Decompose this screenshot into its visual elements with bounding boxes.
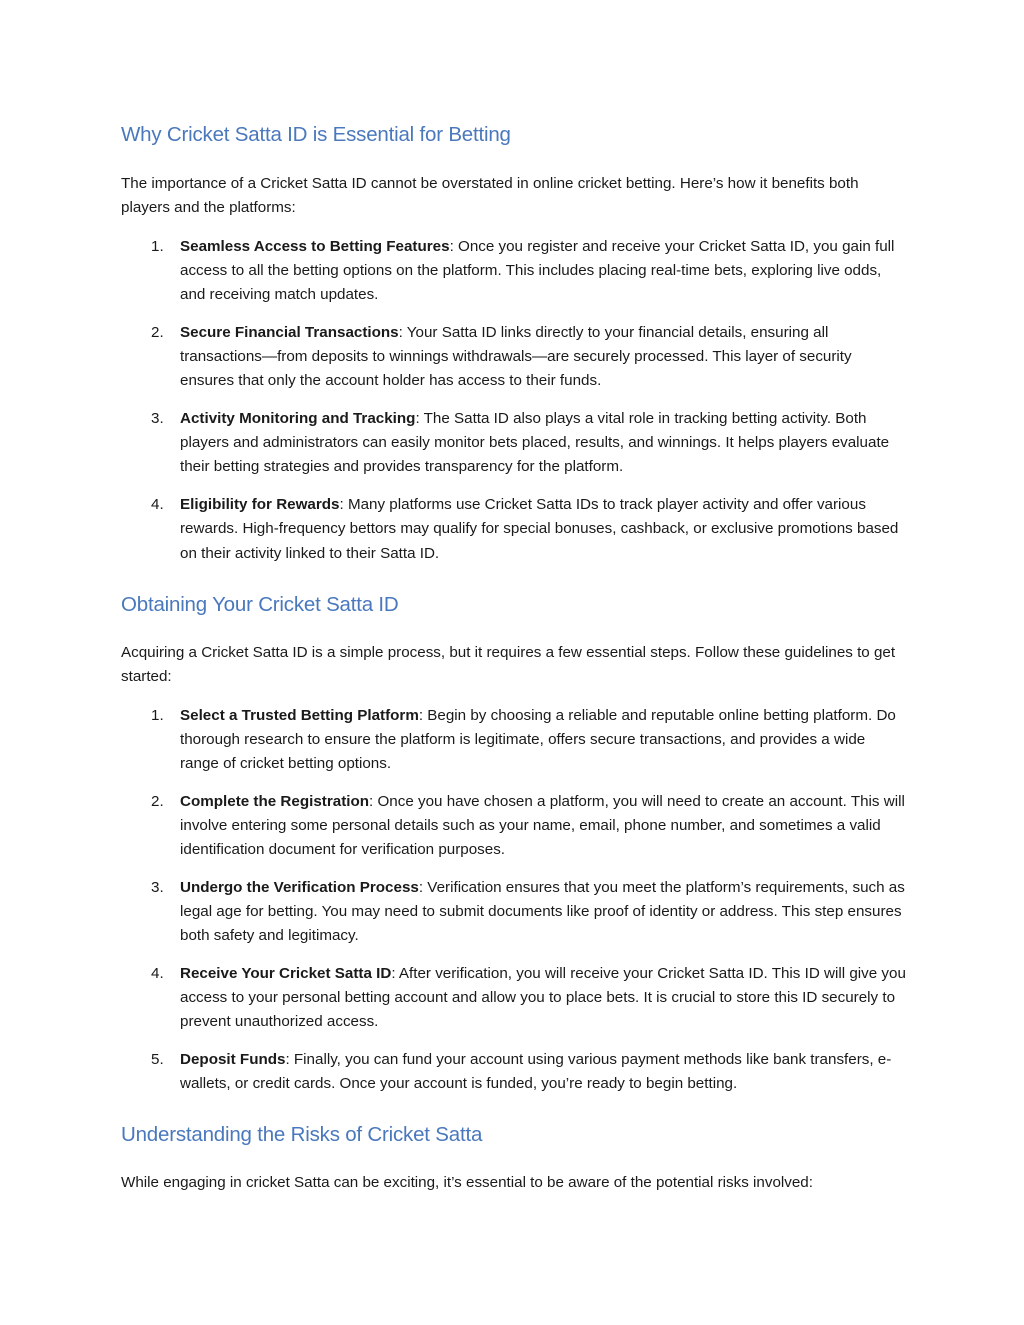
list-item-text: : Your Satta ID links directly to your financial details, ensuring all transactions—from deposits to winnings withdrawals—are securely processed. This layer of security ensures that only the account holder has access to their funds. (180, 323, 852, 390)
numbered-list (121, 704, 906, 1097)
list-item-term: Eligibility for Rewards (180, 496, 340, 514)
list-number: 4. (151, 964, 164, 982)
list-item (121, 876, 906, 949)
list-item-term: Receive Your Cricket Satta ID (180, 964, 392, 982)
section-heading-obtaining: Obtaining Your Cricket Satta ID (121, 592, 399, 616)
list-item (121, 790, 906, 863)
list-item-term: Seamless Access to Betting Features (180, 237, 450, 255)
list-item-text: : Many platforms use Cricket Satta IDs to track player activity and offer various rewards. High-frequency bettors may qualify for special bonuses, cashback, or exclusive promotions based on their activity linked to their Satta ID. (180, 496, 899, 562)
list-item (121, 407, 906, 480)
list-item-term: Activity Monitoring and Tracking (180, 410, 416, 428)
list-item (121, 962, 906, 1035)
list-item-term: Complete the Registration (180, 792, 370, 810)
document-content (121, 120, 906, 1196)
list-item-term: Deposit Funds (180, 1051, 286, 1068)
section-heading-risks: Understanding the Risks of Cricket Satta (121, 1123, 483, 1147)
list-number: 5. (151, 1051, 164, 1068)
section-intro: Acquiring a Cricket Satta ID is a simple process, but it requires a few essential steps. Follow these guidelines to get started: (121, 643, 896, 686)
section-intro: The importance of a Cricket Satta ID cannot be overstated in online cricket betting. Here’s how it benefits both players and the platforms: (121, 175, 859, 217)
list-item-term: Undergo the Verification Process (180, 878, 419, 896)
list-number: 2. (151, 792, 164, 810)
numbered-list (121, 235, 906, 566)
list-number: 3. (151, 410, 164, 428)
list-item-text: : After verification, you will receive your Cricket Satta ID. This ID will give you access to your personal betting account and allow you to place bets. It is crucial to store this ID securely to prevent unauthorized access. (180, 964, 906, 1031)
list-item-text: : Verification ensures that you meet the platform’s requirements, such as legal age for betting. You may need to submit documents like proof of identity or address. This step ensures both safety and legitimacy. (180, 878, 905, 945)
list-item-text: : Once you have chosen a platform, you will need to create an account. This will involve entering some personal details such as your name, email, phone number, and sometimes a valid identification document for verification purposes. (180, 792, 905, 859)
list-item-text: : The Satta ID also plays a vital role in tracking betting activity. Both players and administrators can easily monitor bets placed, results, and winnings. It helps players evaluate their betting strategies and provides transparency for the platform. (180, 410, 890, 476)
list-item-term: Secure Financial Transactions (180, 323, 399, 341)
section-intro: While engaging in cricket Satta can be exciting, it’s essential to be aware of the potential risks involved: (121, 1174, 813, 1192)
list-number: 2. (151, 323, 164, 341)
list-item (121, 321, 906, 394)
list-number: 1. (151, 706, 164, 724)
list-item (121, 1048, 906, 1096)
list-number: 1. (151, 237, 164, 255)
list-item (121, 493, 906, 566)
section-heading-essential: Why Cricket Satta ID is Essential for Betting (121, 123, 511, 146)
list-number: 4. (151, 496, 164, 514)
list-item (121, 704, 906, 777)
list-item-term: Select a Trusted Betting Platform (180, 706, 419, 724)
list-number: 3. (151, 878, 164, 896)
list-item (121, 235, 906, 308)
list-item-text: : Begin by choosing a reliable and reputable online betting platform. Do thorough research to ensure the platform is legitimate, offers secure transactions, and provides a wide range of cricket betting options. (180, 706, 896, 772)
list-item-text: : Finally, you can fund your account using various payment methods like bank transfers, e-wallets, or credit cards. Once your account is funded, you’re ready to begin betting. (180, 1051, 892, 1093)
list-item-text: : Once you register and receive your Cricket Satta ID, you gain full access to all the betting options on the platform. This includes placing real-time bets, exploring live odds, and receiving match updates. (180, 237, 895, 304)
